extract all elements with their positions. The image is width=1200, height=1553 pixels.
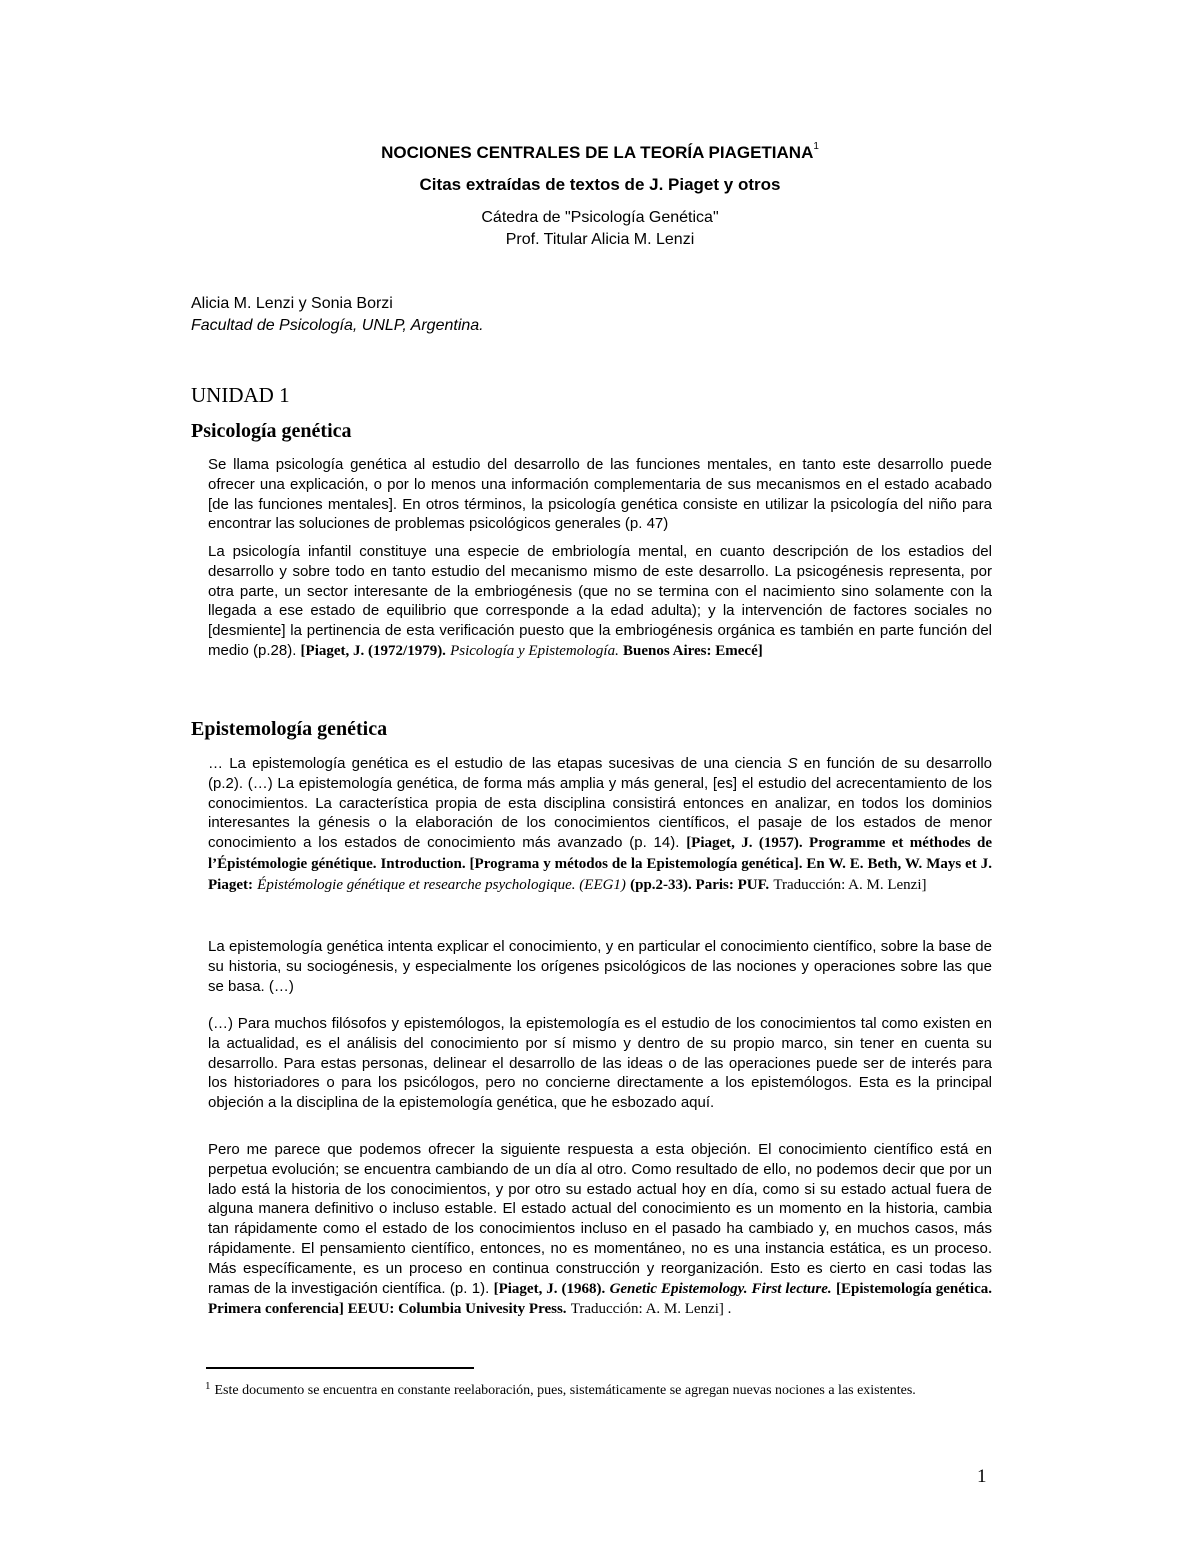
citation-author-year: [Piaget, J. (1972/1979). [300, 642, 446, 659]
document-subtitle: Citas extraídas de textos de J. Piaget y otros [419, 175, 781, 194]
quote-text: Pero me parece que podemos ofrecer la siguiente respuesta a esta objeción. El conocimiento científico está en perpetua evolución; se encuentra cambiando de un día al otro. Como resultado de ello, no podemos decir que por un lado está la historia de los conocimientos, y por otro su estado actual hoy en día, como si su estado actual fuera de alguna manera definitivo o incluso estable. El estado actual del conocimiento es un momento en la historia, cambia tan rápidamente como el estado de los conocimientos incluso en el pasado ha cambiado y, en muchos casos, más rápidamente. El pensamiento científico, entonces, no es momentáneo, no es una instancia estática, es un proceso. Más específicamente, es un proceso en continua construcción y reorganización. Esto es cierto en casi todas las ramas de la investigación científica. (p. 1). [208, 1141, 992, 1297]
citation-book-title: Épistémologie génétique et researche psychologique. (EEG1) [257, 876, 626, 893]
quote-text: La psicología infantil constituye una especie de embriología mental, en cuanto descripción de los estadios del desarrollo y sobre todo en tanto estudio del mecanismo mismo de este desarrollo. La psicogénesis representa, por otra parte, un sector interesante de la embriogénesis (que no se termina con el nacimiento sino solamente con la llegada a ese estado de equilibrio que corresponde a la edad adulta); y la intervención de factores sociales no [desmiente] la pertinencia de esta verificación puesto que la embriogénesis orgánica es también en parte función del medio (p.28). [208, 543, 992, 659]
citation-author-year: [Piaget, J. (1968). [493, 1280, 606, 1297]
footnote-separator [206, 1367, 474, 1369]
catedra-block [0, 207, 1200, 251]
footnote-text: Este documento se encuentra en constante reelaboración, pues, sistemáticamente se agregan nuevas nociones a las existentes. [214, 1383, 916, 1398]
catedra-professor: Prof. Titular Alicia M. Lenzi [505, 231, 695, 248]
quote-variable: S [787, 755, 798, 772]
authors: Alicia M. Lenzi y Sonia Borzi [191, 295, 393, 312]
citation-book-title: Genetic Epistemology. First lecture. [609, 1280, 832, 1297]
quote-paragraph: La epistemología genética intenta explicar el conocimiento, y en particular el conocimiento científico, sobre la base de su historia, su sociogénesis, y especialmente los orígenes psicológicos de las nociones y operaciones sobre las que se basa. (…) [208, 938, 992, 995]
citation-translation: Traducción: A. M. Lenzi] . [570, 1301, 732, 1318]
quote-paragraph [208, 542, 992, 662]
quote-text: … La epistemología genética es el estudio de las etapas sucesivas de una ciencia [208, 755, 782, 772]
page-number: 1 [977, 1466, 987, 1487]
citation-book-title: Psicología y Epistemología. [450, 642, 619, 659]
section-heading-epistemologia-genetica: Epistemología genética [191, 718, 388, 740]
citation-publisher: Buenos Aires: Emecé] [623, 642, 763, 659]
quote-paragraph: (…) Para muchos filósofos y epistemólogos, la epistemología es el estudio de los conocimientos tal como existen en la actualidad, es el análisis del conocimiento por sí mismo y dentro de su propio marco, sin tener en cuenta su desarrollo. Para estas personas, delinear el desarrollo de las ideas o de las operaciones puede ser de interés para los historiadores o para los psicólogos, pero no concierne directamente a los epistemólogos. Esta es la principal objeción a la disciplina de la epistemología genética, que he esbozado aquí. [208, 1015, 992, 1112]
section-heading-psicologia-genetica: Psicología genética [191, 420, 352, 442]
citation-publisher: (pp.2-33). Paris: PUF. [630, 876, 770, 893]
document-title-text: NOCIONES CENTRALES DE LA TEORÍA PIAGETIANA [381, 143, 814, 162]
footnote-number: 1 [205, 1380, 211, 1392]
authors-block [191, 293, 484, 337]
footnote [205, 1380, 993, 1401]
unit-heading: UNIDAD 1 [191, 383, 290, 407]
quote-text: en función de su desarrollo (p.2). (…) La epistemología genética, de forma más amplia y más general, [es] el estudio del acrecentamiento de los conocimientos. La característica propia de esta disciplina consistirá entonces en analizar, en todos los dominios interesantes la génesis o la elaboración de los conocimientos científicos, el pasaje de los estados de menor conocimiento a los estados de conocimiento más avanzado (p. 14). [208, 755, 993, 852]
citation-author-year: [Piaget, J. (1957). Programme et méthodes de l’Épistémologie génétique. Introduction. [Programa y métodos de la Epistemología genética]. En W. E. Beth, W. Mays et J. Piaget: [208, 835, 992, 893]
affiliation: Facultad de Psicología, UNLP, Argentina. [191, 317, 484, 334]
quote-paragraph: Se llama psicología genética al estudio del desarrollo de las funciones mentales, en tanto este desarrollo puede ofrecer una explicación, o por lo menos una información complementaria de sus mecanismos en el estado acabado [de las funciones mentales]. En otros términos, la psicología genética consiste en utilizar la psicología del niño para encontrar las soluciones de problemas psicológicos generales (p. 47) [208, 456, 992, 533]
citation-translation: Traducción: A. M. Lenzi] [773, 876, 927, 893]
quote-paragraph [208, 754, 992, 896]
catedra-name: Cátedra de "Psicología Genética" [481, 209, 719, 226]
document-title [0, 143, 1200, 163]
footnote-reference[interactable]: 1 [813, 141, 819, 152]
quote-paragraph [208, 1140, 992, 1320]
citation-publisher: [Epistemología genética. Primera conferencia] EEUU: Columbia Univesity Press. [208, 1280, 992, 1318]
